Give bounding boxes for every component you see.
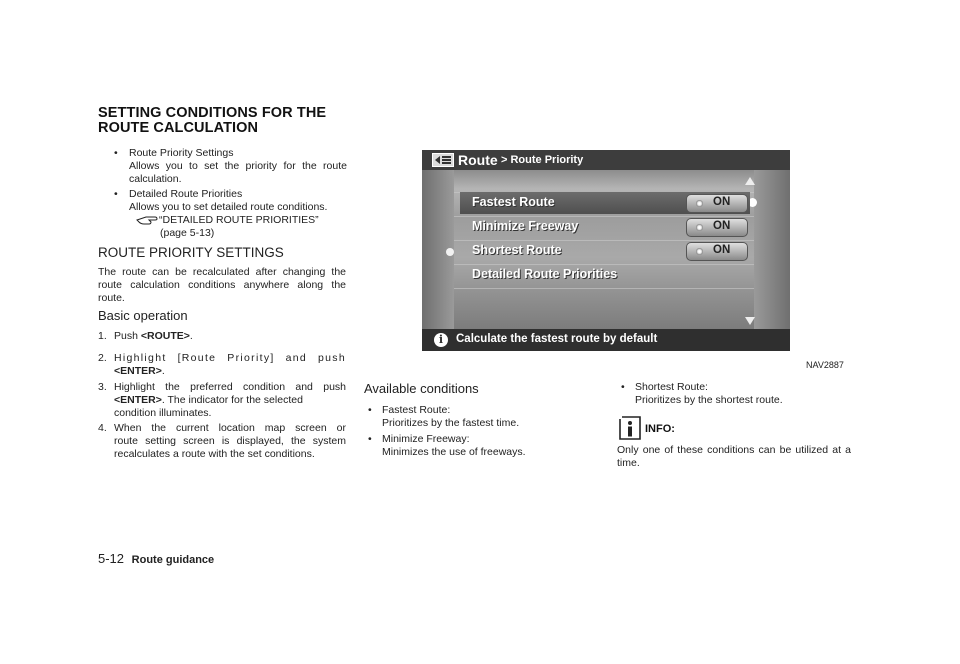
screen-breadcrumb: > Route Priority: [501, 154, 584, 166]
menu-item-label: Minimize Freeway: [472, 219, 579, 233]
step-end: .: [189, 330, 193, 342]
bullet-title: Shortest Route:: [635, 381, 708, 393]
step-number: 3.: [98, 381, 107, 393]
route-priority-heading: ROUTE PRIORITY SETTINGS: [98, 245, 284, 260]
info-line: Only one of these conditions can be utilized at a: [617, 444, 851, 456]
row-indicator: [446, 248, 454, 256]
screen-info-bar: [422, 329, 790, 351]
info-icon: [619, 416, 641, 440]
bullet-detailed-priorities: [129, 188, 349, 214]
menu-item-label: Fastest Route: [472, 195, 555, 209]
screen-line: [422, 288, 790, 289]
on-indicator[interactable]: [686, 242, 748, 261]
section-title-line2: ROUTE CALCULATION: [98, 120, 259, 136]
step-2: [114, 352, 346, 378]
cross-reference-title[interactable]: “DETAILED ROUTE PRIORITIES”: [159, 214, 319, 226]
menu-item-shortest-route[interactable]: [460, 240, 750, 262]
on-label: ON: [713, 196, 731, 208]
on-label: ON: [713, 220, 731, 232]
intro-line: route calculation conditions anywhere along the: [98, 279, 346, 291]
route-key: <ROUTE>: [140, 330, 190, 342]
bullet-shortest-route: [635, 381, 783, 407]
on-indicator[interactable]: [686, 194, 748, 213]
step-3: [114, 381, 346, 420]
scroll-up-arrow-icon[interactable]: [744, 176, 756, 186]
indicator-dot-icon: [696, 224, 703, 231]
step-text: recalculates a route with the set conditions.: [114, 448, 315, 460]
bullet-desc: Allows you to set detailed route conditions.: [129, 201, 328, 213]
step-number: 4.: [98, 422, 107, 434]
bullet-marker: •: [368, 404, 372, 416]
info-label: INFO:: [645, 423, 675, 435]
section-title-line1: SETTING CONDITIONS FOR THE: [98, 105, 327, 121]
indicator-dot-icon: [696, 248, 703, 255]
on-indicator[interactable]: [686, 218, 748, 237]
bullet-route-priority: [129, 147, 347, 186]
bullet-marker: •: [621, 381, 625, 393]
menu-item-minimize-freeway[interactable]: [460, 216, 750, 238]
intro-line: route.: [98, 292, 125, 304]
info-line: time.: [617, 457, 640, 469]
section-title: [98, 106, 326, 136]
bullet-marker: •: [114, 188, 118, 200]
bullet-title: Route Priority Settings: [129, 147, 234, 159]
indicator-dot-icon: [696, 200, 703, 207]
step-end: .: [161, 365, 165, 377]
pointing-hand-icon: [136, 213, 158, 227]
available-conditions-heading: Available conditions: [364, 381, 479, 396]
intro-line: The route can be recalculated after changing the: [98, 266, 346, 278]
bullet-minimize-freeway: [382, 433, 526, 459]
bullet-marker: •: [368, 433, 372, 445]
step-1: [114, 330, 193, 343]
bullet-marker: •: [114, 147, 118, 159]
scroll-down-arrow-icon[interactable]: [744, 316, 756, 326]
step-text: Push: [114, 330, 138, 342]
menu-item-detailed-route-priorities[interactable]: [460, 264, 750, 286]
bullet-title: Minimize Freeway:: [382, 433, 470, 445]
bullet-fastest-route: [382, 404, 519, 430]
step-number: 2.: [98, 352, 107, 364]
step-text: Highlight [Route Priority] and push: [114, 352, 346, 364]
info-paragraph: [617, 444, 851, 470]
on-label: ON: [713, 244, 731, 256]
bullet-desc: Prioritizes by the shortest route.: [635, 394, 783, 406]
bullet-title: Detailed Route Priorities: [129, 188, 243, 200]
info-icon: i: [434, 333, 448, 347]
bullet-desc: Allows you to set the priority for the route: [129, 160, 347, 172]
step-text: condition illuminates.: [114, 407, 212, 419]
screen-scrollbar[interactable]: [754, 170, 790, 329]
footer-section: Route guidance: [131, 554, 215, 566]
basic-operation-heading: Basic operation: [98, 308, 188, 323]
menu-item-label: Shortest Route: [472, 243, 562, 257]
step-text: route setting screen is displayed, the system: [114, 435, 346, 447]
intro-paragraph: [98, 266, 346, 305]
enter-key: <ENTER>: [114, 365, 162, 377]
cross-reference-page[interactable]: (page 5-13): [160, 227, 215, 239]
step-text: . The indicator for the selected: [161, 394, 303, 406]
navigation-screen: [422, 150, 790, 351]
step-number: 1.: [98, 330, 107, 342]
cross-reference[interactable]: [159, 214, 319, 240]
step-4: [114, 422, 346, 461]
screen-title-bar: [422, 150, 790, 170]
figure-code: NAV2887: [806, 360, 844, 370]
bullet-title: Fastest Route:: [382, 404, 451, 416]
screen-title: Route: [458, 152, 498, 168]
page-number: 5-12: [98, 551, 125, 566]
menu-item-fastest-route[interactable]: [460, 192, 750, 214]
bullet-desc: Prioritizes by the fastest time.: [382, 417, 520, 429]
menu-item-label: Detailed Route Priorities: [472, 267, 618, 281]
step-text: When the current location map screen or: [114, 422, 346, 434]
step-text: Highlight the preferred condition and push: [114, 381, 346, 393]
info-bar-text: Calculate the fastest route by default: [456, 333, 658, 345]
enter-key: <ENTER>: [114, 394, 162, 406]
page-footer: [98, 551, 214, 566]
bullet-desc: calculation.: [129, 173, 182, 185]
bullet-desc: Minimizes the use of freeways.: [382, 446, 526, 458]
route-menu-icon: [432, 153, 454, 167]
